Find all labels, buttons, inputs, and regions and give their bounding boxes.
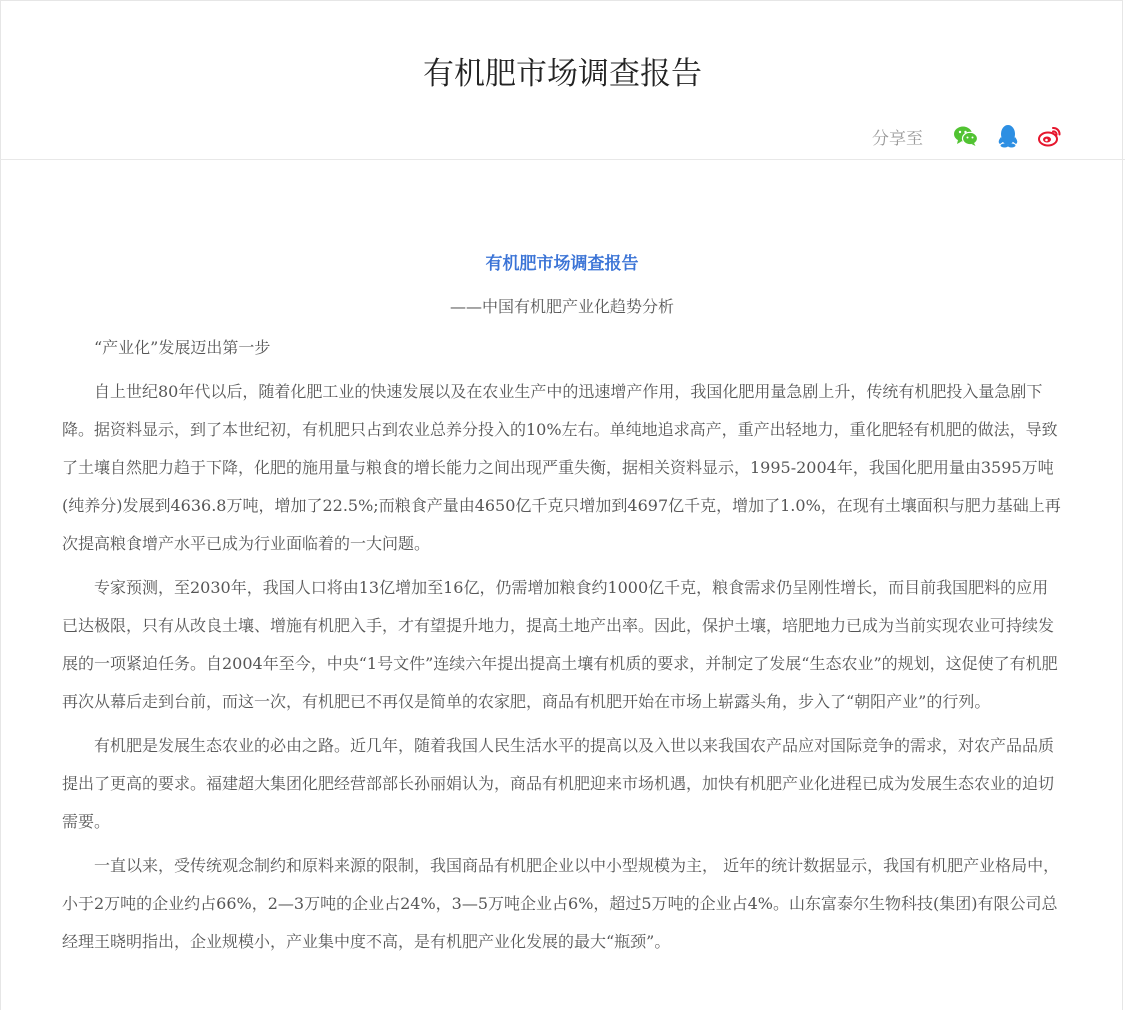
paragraph: 专家预测，至2030年，我国人口将由13亿增加至16亿，仍需增加粮食约1000亿千克，粮食需求仍呈刚性增长，而目前我国肥料的应用已达极限，只有从改良土壤、增施有机肥入手，才有望提升地力，提高土地产出率。因此，保护土壤，培肥地力已成为当前实现农业可持续发展的一项紧迫任务。自2004年至今，中央“1号文件”连续六年提出提高土壤有机质的要求，并制定了发展“生态农业”的规划，这促使了有机肥再次从幕后走到台前，而这一次，有机肥已不再仅是简单的农家肥，商品有机肥开始在市场上崭露头角，步入了“朝阳产业”的行列。 xyxy=(62,578,1058,711)
article-title: 有机肥市场调查报告 xyxy=(485,254,639,274)
page-title: 有机肥市场调查报告 xyxy=(423,56,702,92)
share-bar xyxy=(872,122,1063,150)
paragraph: 自上世纪80年代以后，随着化肥工业的快速发展以及在农业生产中的迅速增产作用，我国化肥用量急剧上升，传统有机肥投入量急剧下降。据资料显示，到了本世纪初，有机肥只占到农业总养分投入的10%左右。单纯地追求高产，重产出轻地力，重化肥轻有机肥的做法，导致了土壤自然肥力趋于下降，化肥的施用量与粮食的增长能力之间出现严重失衡，据相关资料显示，1995-2004年，我国化肥用量由3595万吨(纯养分)发展到4636.8万吨，增加了22.5%;而粮食产量由4650亿千克只增加到4697亿千克，增加了1.0%，在现有土壤面积与肥力基础上再次提高粮食增产水平已成为行业面临着的一大问题。 xyxy=(62,382,1061,553)
weibo-icon[interactable] xyxy=(1037,123,1063,149)
article-body xyxy=(62,245,1062,961)
qq-icon[interactable] xyxy=(995,123,1021,149)
article-subtitle: ——中国有机肥产业化趋势分析 xyxy=(449,297,674,316)
paragraph: 有机肥是发展生态农业的必由之路。近几年，随着我国人民生活水平的提高以及入世以来我国农产品应对国际竞争的需求，对农产品品质提出了更高的要求。福建超大集团化肥经营部部长孙丽娟认为，商品有机肥迎来市场机遇，加快有机肥产业化进程已成为发展生态农业的迫切需要。 xyxy=(62,736,1055,831)
wechat-icon[interactable] xyxy=(953,123,979,149)
paragraph: 一直以来，受传统观念制约和原料来源的限制，我国商品有机肥企业以中小型规模为主， 近年的统计数据显示，我国有机肥产业格局中，小于2万吨的企业约占66%，2—3万吨的企业占24%，3—5万吨企业占6%，超过5万吨的企业占4%。山东富泰尔生物科技(集团)有限公司总经理王晓明指出，企业规模小，产业集中度不高，是有机肥产业化发展的最大“瓶颈”。 xyxy=(62,856,1060,951)
section-heading: “产业化”发展迈出第一步 xyxy=(94,338,271,357)
share-label: 分享至 xyxy=(872,128,923,149)
page-header xyxy=(0,0,1125,160)
